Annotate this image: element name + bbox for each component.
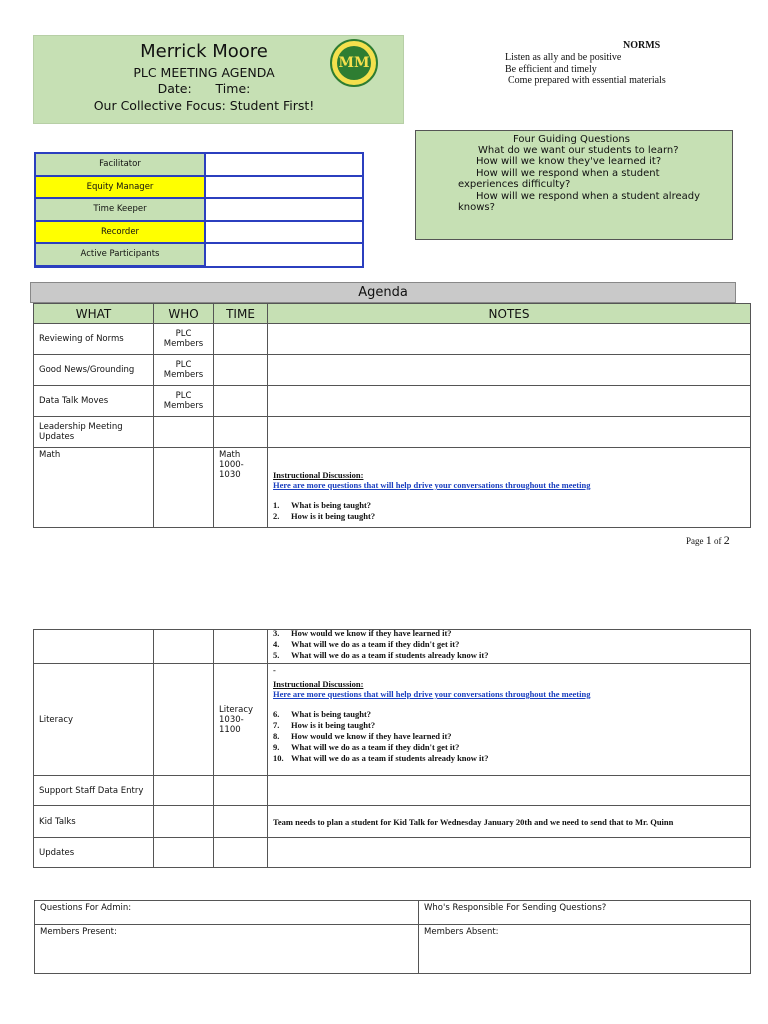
- guiding-questions-box: [415, 130, 733, 240]
- question-number: 7.: [273, 720, 280, 730]
- question-item: [273, 742, 745, 753]
- time-cell: Math 1000-1030: [214, 448, 268, 528]
- role-values-column: [206, 154, 362, 266]
- guiding-question: How will we know they've learned it?: [476, 156, 662, 167]
- table-row: [34, 324, 751, 355]
- question-number: 8.: [273, 731, 280, 741]
- notes-cell: [268, 417, 751, 448]
- who-cell: [154, 838, 214, 868]
- question-item: [273, 709, 745, 720]
- page-current: 1: [705, 533, 712, 547]
- time-cell: [214, 776, 268, 806]
- question-item: [273, 731, 745, 742]
- question-number: 6.: [273, 709, 280, 719]
- time-cell: [214, 838, 268, 868]
- table-row: [34, 776, 751, 806]
- page-of: of: [714, 536, 722, 546]
- discussion-title: Instructional Discussion:: [273, 679, 364, 689]
- notes-cell: [268, 664, 751, 776]
- guiding-question: How will we respond when a student already: [476, 191, 701, 202]
- question-text: What will we do as a team if students already know it?: [291, 753, 489, 763]
- question-number: 5.: [273, 650, 280, 660]
- guiding-question: How will we respond when a student: [476, 168, 660, 179]
- table-row: [34, 386, 751, 417]
- guiding-question: What do we want our students to learn?: [478, 145, 679, 156]
- question-text: How would we know if they have learned it?: [291, 731, 452, 741]
- school-logo-icon: [330, 39, 378, 87]
- question-list: [273, 709, 745, 764]
- norms-title: NORMS: [623, 40, 661, 51]
- guiding-question: experiences difficulty?: [458, 179, 571, 190]
- question-number: 10.: [273, 753, 284, 763]
- question-text: What will we do as a team if they didn't get it?: [291, 742, 460, 752]
- question-number: 3.: [273, 628, 280, 638]
- page-number: [686, 533, 730, 548]
- page-total: 2: [723, 533, 730, 547]
- notes-cell: [268, 324, 751, 355]
- question-text: What is being taught?: [291, 500, 372, 510]
- notes-cell: Team needs to plan a student for Kid Talk for Wednesday January 20th and we need to send that to Mr. Quinn: [268, 806, 751, 838]
- notes-cell: [268, 448, 751, 528]
- col-header-notes: NOTES: [268, 304, 751, 324]
- role-label: Equity Manager: [36, 177, 206, 198]
- time-cell: [214, 630, 268, 664]
- question-item: [273, 628, 745, 639]
- norm-item: Come prepared with essential materials: [508, 75, 666, 86]
- notes-cell: [268, 355, 751, 386]
- col-header-time: TIME: [214, 304, 268, 324]
- school-name: Merrick Moore: [140, 41, 268, 62]
- role-label: Active Participants: [36, 244, 206, 265]
- who-cell: [154, 630, 214, 664]
- time-cell: [214, 386, 268, 417]
- time-cell: [214, 324, 268, 355]
- question-item: [273, 650, 745, 661]
- question-item: [273, 753, 745, 764]
- discussion-link[interactable]: Here are more questions that will help drive your conversations throughout the meeting: [273, 480, 591, 490]
- agenda-table: [33, 303, 751, 528]
- table-row-continued: [34, 630, 751, 664]
- notes-cell: [268, 838, 751, 868]
- table-row-literacy: [34, 664, 751, 776]
- question-item: [273, 511, 745, 522]
- question-item: [273, 639, 745, 650]
- members-present-cell: Members Present:: [35, 925, 419, 974]
- who-cell: [154, 417, 214, 448]
- discussion-title: Instructional Discussion:: [273, 470, 364, 480]
- question-text: How is it being taught?: [291, 720, 376, 730]
- logo-text: MM: [337, 46, 371, 80]
- role-label: Recorder: [36, 222, 206, 243]
- who-cell: [154, 448, 214, 528]
- who-cell: [154, 806, 214, 838]
- who-cell: PLC Members: [154, 355, 214, 386]
- notes-cell: [268, 386, 751, 417]
- question-number: 2.: [273, 511, 280, 521]
- dash-marker: -: [273, 665, 276, 675]
- time-cell: [214, 806, 268, 838]
- norm-item: Be efficient and timely: [505, 64, 597, 75]
- what-cell: Math: [34, 448, 154, 528]
- collective-focus: Our Collective Focus: Student First!: [93, 98, 315, 113]
- admin-questions-table: [34, 900, 751, 974]
- agenda-title-bar: Agenda: [30, 282, 736, 303]
- table-row-math: [34, 448, 751, 528]
- guiding-title: Four Guiding Questions: [513, 134, 630, 145]
- what-cell: Updates: [34, 838, 154, 868]
- question-list: [273, 500, 745, 522]
- what-cell: Support Staff Data Entry: [34, 776, 154, 806]
- agenda-subtitle: PLC MEETING AGENDA: [133, 65, 275, 80]
- questions-for-admin-cell: Questions For Admin:: [35, 901, 419, 925]
- what-cell: Leadership Meeting Updates: [34, 417, 154, 448]
- question-number: 4.: [273, 639, 280, 649]
- table-row: [34, 355, 751, 386]
- what-cell: Good News/Grounding: [34, 355, 154, 386]
- question-text: How would we know if they have learned it?: [291, 628, 452, 638]
- responsible-cell: Who's Responsible For Sending Questions?: [419, 901, 751, 925]
- notes-cell: [268, 630, 751, 664]
- what-cell: Literacy: [34, 664, 154, 776]
- page-label: Page: [686, 536, 704, 546]
- what-cell: [34, 630, 154, 664]
- date-time-line: Date: Time:: [157, 81, 251, 96]
- time-cell: [214, 417, 268, 448]
- norm-item: Listen as ally and be positive: [505, 52, 622, 63]
- header-box: [33, 35, 404, 124]
- who-cell: [154, 664, 214, 776]
- question-item: [273, 500, 745, 511]
- role-label: Facilitator: [36, 154, 206, 175]
- what-cell: Data Talk Moves: [34, 386, 154, 417]
- time-cell: Literacy 1030-1100: [214, 664, 268, 776]
- agenda-table-continued: [33, 629, 751, 868]
- table-row: [34, 838, 751, 868]
- table-row: [35, 925, 751, 974]
- question-item: [273, 720, 745, 731]
- what-cell: Reviewing of Norms: [34, 324, 154, 355]
- col-header-what: WHAT: [34, 304, 154, 324]
- roles-table: [34, 152, 364, 268]
- what-cell: Kid Talks: [34, 806, 154, 838]
- question-text: What will we do as a team if students already know it?: [291, 650, 489, 660]
- role-label: Time Keeper: [36, 199, 206, 220]
- table-row: [34, 417, 751, 448]
- notes-cell: [268, 776, 751, 806]
- question-number: 1.: [273, 500, 280, 510]
- agenda-header-row: [34, 304, 751, 324]
- question-list: [273, 628, 745, 661]
- discussion-link[interactable]: Here are more questions that will help drive your conversations throughout the meeting: [273, 689, 591, 699]
- time-cell: [214, 355, 268, 386]
- who-cell: [154, 776, 214, 806]
- table-row: [35, 901, 751, 925]
- col-header-who: WHO: [154, 304, 214, 324]
- question-text: What is being taught?: [291, 709, 372, 719]
- question-text: How is it being taught?: [291, 511, 376, 521]
- who-cell: PLC Members: [154, 386, 214, 417]
- table-row: [34, 806, 751, 838]
- question-number: 9.: [273, 742, 280, 752]
- who-cell: PLC Members: [154, 324, 214, 355]
- question-text: What will we do as a team if they didn't get it?: [291, 639, 460, 649]
- members-absent-cell: Members Absent:: [419, 925, 751, 974]
- guiding-question: knows?: [458, 202, 495, 213]
